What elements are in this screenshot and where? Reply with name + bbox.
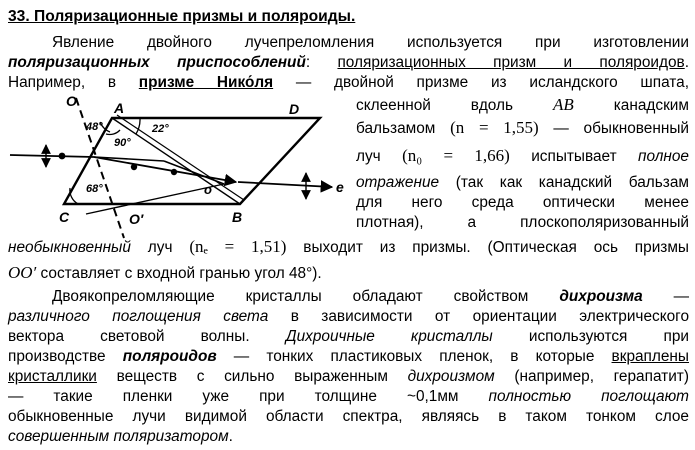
p1-text: : [305,54,338,71]
p2-line-2 [8,306,689,327]
p1-text: склеенной вдоль [356,97,553,114]
p2-text: используются при [492,328,689,345]
math-n-balsam: (n = 1,55) [450,118,539,137]
term-perfect-polarizer: совершенным поляризатором [8,428,229,445]
term-polarization-devices: поляризационных приспособлений [8,54,306,71]
math-n0: (n₀ = 1,66) [402,146,510,165]
p2-text: Двоякопреломляющие кристаллы обладают свойством [52,288,560,305]
term-fully-absorb: полностью поглощают [488,388,689,405]
p1-line-2 [8,52,689,73]
p1-text: — двойной призме из исландского шпата, [273,74,689,91]
angle-label-22: 22° [152,123,169,135]
term-dichroic-crystals: Дихроичные кристаллы [285,328,493,345]
balsam-layer [117,115,244,200]
label-d: D [289,101,300,117]
p2-line-5 [8,366,689,387]
p1-text: бальзамом [356,120,451,137]
math-ne: (nₑ = 1,51) [189,237,287,256]
p2-text: — такие пленки уже при толщине ~0,1мм [8,388,489,405]
p2-text: (например, герапатит) [494,368,689,385]
extraordinary-ray-out [238,182,332,187]
term-polarization-prisms: поляризационных призм и поляроидов [337,54,685,71]
term-different-absorption: различного поглощения света [8,308,269,325]
math-oo-prime: OO′ [8,263,37,282]
label-a: A [114,100,125,116]
label-b: B [232,209,243,225]
p1-text: выходит из призмы. (Оптическая ось призмы [286,239,689,256]
p2-line-7 [8,406,689,427]
p1-line-1 [52,32,689,53]
p2-line-3 [8,326,689,347]
p1-text: . [684,54,689,71]
label-c: C [59,209,70,225]
p2-text: обыкновенные лучи видимой области спектра, являясь в таком тонком слое [8,408,689,425]
p1-line-7 [356,172,689,193]
polarization-dot [59,153,66,160]
p1-text: Например, в [8,74,139,91]
p1-line-11 [8,262,689,283]
p1-line-8 [356,192,689,213]
p1-text: — обыкновенный [538,120,689,137]
p2-text: — [642,288,689,305]
p1-line-4 [356,94,689,115]
p1-text: составляет с входной гранью угол 48°). [36,265,322,282]
p1-line-9 [356,212,689,233]
angle-label-48: 48° [86,121,103,133]
label-o-prime: O′ [129,211,144,227]
p1-text: Явление двойного лучепреломления используется при изготовлении [52,34,689,51]
polarization-dot [171,169,177,175]
p2-text: вектора световой волны. [8,328,286,345]
p1-text: канадским [573,97,689,114]
p1-text: (так как канадский бальзам [439,174,689,191]
polarization-dot [131,164,137,170]
term-nicol-prism: призме Нико́ля [138,74,274,91]
p2-text: веществ с сильно выраженным [96,368,408,385]
term-embedded: вкраплены [611,348,689,365]
balsam-layer [112,118,240,204]
p2-line-6 [8,386,689,407]
p2-text: в зависимости от ориентации электрического [268,308,690,325]
term-crystallites: кристаллики [8,368,97,385]
p2-text: производстве [8,348,123,365]
p1-text: испытывает [509,148,639,165]
p2-line-8 [8,426,689,447]
label-e: e [336,179,344,195]
p1-text: плотная), а плоскополяризованный [356,214,689,231]
incident-ray [10,155,94,157]
p1-text: луч [356,148,403,165]
p1-line-6 [356,145,689,166]
angle-label-68: 68° [86,183,103,195]
angle-arc-22 [136,118,140,134]
term-total-reflection: полное [638,148,689,165]
p1-text: луч [130,239,190,256]
p2-line-4 [8,346,689,367]
section-title: 33. Поляризационные призмы и поляроиды. [8,8,356,25]
p1-line-5 [356,117,689,138]
term-extraordinary: необыкновенный [8,239,131,256]
p1-text: для него среда оптически менее [356,194,689,211]
angle-label-90: 90° [114,137,131,149]
term-polaroids: поляроидов [122,348,217,365]
term-dichroism: дихроизмом [407,368,495,385]
term-total-reflection: отражение [356,174,440,191]
label-o-top: O [66,93,77,109]
math-ab: AB [552,95,574,114]
nicol-prism-diagram [6,88,352,246]
term-dichroism: дихроизма [559,288,643,305]
p2-text: . [228,428,233,445]
label-o-ray: o [204,182,212,197]
p2-text: — тонких пластиковых пленок, в которые [216,348,612,365]
p2-line-1 [52,286,689,307]
